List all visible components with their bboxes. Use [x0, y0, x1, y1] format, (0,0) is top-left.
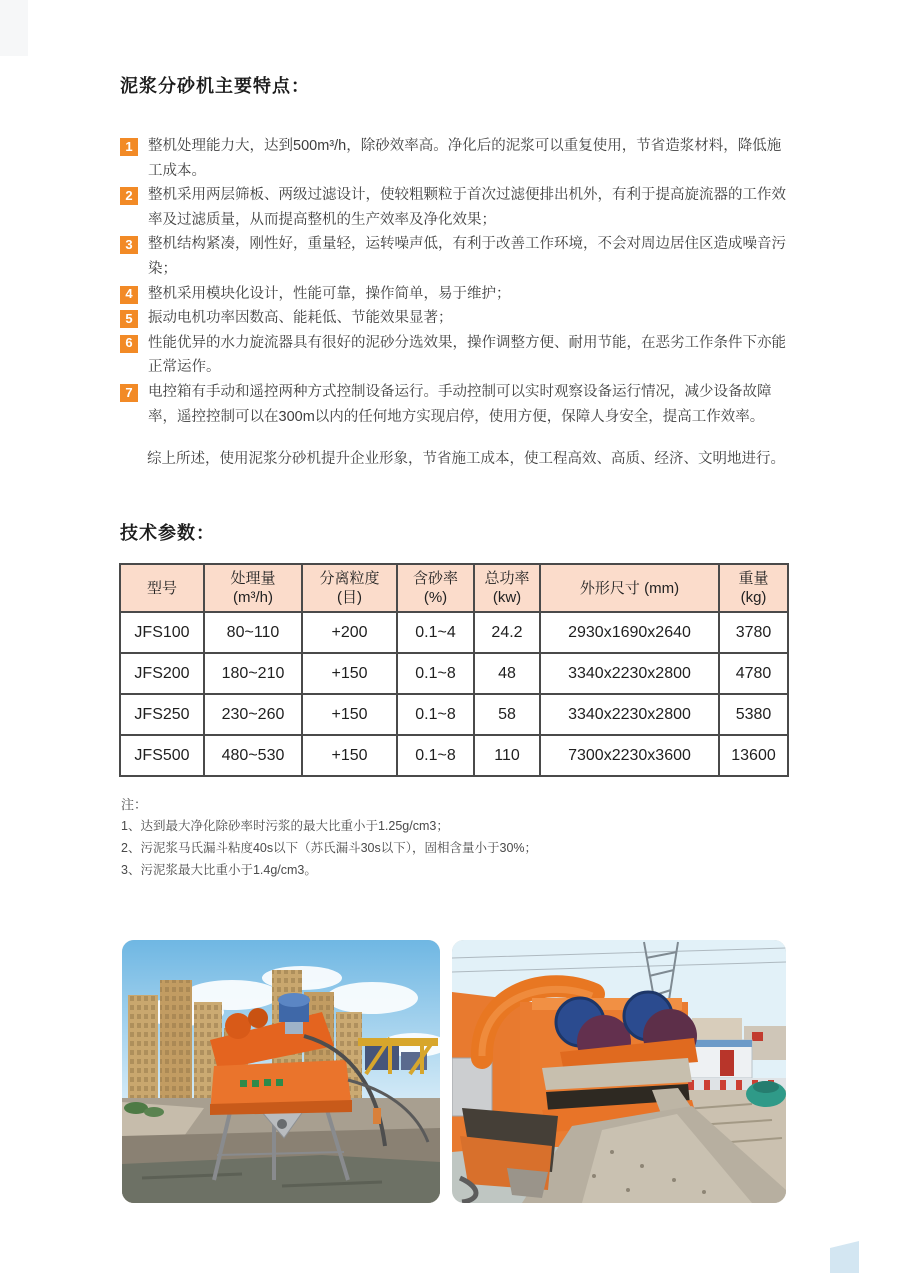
feature-number-badge: 2	[120, 187, 138, 205]
table-row	[120, 694, 788, 735]
table-cell: +200	[302, 612, 397, 653]
feature-text: 整机采用两层筛板、两级过滤设计，使较粗颗粒于首次过滤便排出机外，有利于提高旋流器的工作效率及过滤质量，从而提高整机的生产效率及净化效果；	[148, 187, 786, 228]
table-cell: 80~110	[204, 612, 302, 653]
feature-item	[120, 306, 788, 331]
feature-item	[120, 232, 788, 281]
discharge-photo-illustration	[452, 940, 786, 1203]
col-header-capacity: 处理量 (m³/h)	[204, 564, 302, 612]
table-cell: 13600	[719, 735, 788, 776]
table-row	[120, 735, 788, 776]
feature-item	[120, 183, 788, 232]
feature-number-badge: 7	[120, 384, 138, 402]
collection-hopper	[460, 1108, 558, 1202]
table-row	[120, 653, 788, 694]
table-cell: JFS500	[120, 735, 204, 776]
table-cell: 0.1~4	[397, 612, 474, 653]
features-heading: 泥浆分砂机主要特点：	[120, 76, 310, 96]
corner-decoration	[830, 1241, 859, 1273]
crane-and-far-buildings	[358, 1038, 438, 1074]
col-header-dimensions: 外形尺寸 (mm)	[540, 564, 719, 612]
table-header-row	[120, 564, 788, 612]
table-cell: 4780	[719, 653, 788, 694]
table-cell: 2930x1690x2640	[540, 612, 719, 653]
notes-label: 注：	[121, 797, 148, 812]
table-cell: JFS200	[120, 653, 204, 694]
table-cell: 24.2	[474, 612, 540, 653]
table-cell: +150	[302, 653, 397, 694]
table-cell: 3340x2230x2800	[540, 694, 719, 735]
feature-text: 电控箱有手动和遥控两种方式控制设备运行。手动控制可以实时观察设备运行情况，减少设备故障率，遥控控制可以在300m以内的任何地方实现启停，使用方便，保障人身安全，提高工作效率。	[148, 383, 772, 425]
table-cell: 110	[474, 735, 540, 776]
features-list	[120, 134, 788, 429]
site-photo-illustration	[122, 940, 440, 1203]
table-cell: +150	[302, 735, 397, 776]
col-header-separation-size: 分离粒度 (目)	[302, 564, 397, 612]
table-cell: 0.1~8	[397, 735, 474, 776]
specs-table	[119, 563, 789, 777]
feature-number-badge: 5	[120, 310, 138, 328]
feature-text: 整机处理能力大，达到500m³/h，除砂效率高。净化后的泥浆可以重复使用，节省造浆材料，降低施工成本。	[148, 138, 782, 179]
feature-text: 整机采用模块化设计，性能可靠，操作简单，易于维护；	[148, 285, 511, 302]
table-cell: 180~210	[204, 653, 302, 694]
table-cell: 7300x2230x3600	[540, 735, 719, 776]
feature-item	[120, 282, 788, 307]
col-header-model: 型号	[120, 564, 204, 612]
feature-number-badge: 4	[120, 286, 138, 304]
table-cell: 230~260	[204, 694, 302, 735]
table-cell: 48	[474, 653, 540, 694]
feature-number-badge: 6	[120, 335, 138, 353]
summary-paragraph: 综上所述，使用泥浆分砂机提升企业形象，节省施工成本，使工程高效、高质、经济、文明地进行。	[147, 451, 785, 467]
note-item: 2、污泥浆马氏漏斗粘度40s以下（苏氏漏斗30s以下），固相含量小于30%；	[121, 841, 538, 855]
table-cell: 3340x2230x2800	[540, 653, 719, 694]
feature-number-badge: 3	[120, 236, 138, 254]
table-cell: JFS100	[120, 612, 204, 653]
table-cell: 480~530	[204, 735, 302, 776]
col-header-total-power: 总功率 (kw)	[474, 564, 540, 612]
table-cell: +150	[302, 694, 397, 735]
feature-item	[120, 331, 788, 380]
feature-item	[120, 380, 788, 429]
table-row	[120, 612, 788, 653]
note-item: 3、污泥浆最大比重小于1.4g/cm3。	[121, 863, 317, 877]
table-cell: 3780	[719, 612, 788, 653]
construction-photo-right	[452, 940, 786, 1203]
table-cell: 58	[474, 694, 540, 735]
page-edge-shade	[0, 0, 28, 56]
feature-text: 性能优异的水力旋流器具有很好的泥砂分选效果，操作调整方便、耐用节能，在恶劣工作条件下亦能正常运作。	[148, 334, 786, 376]
col-header-sand-rate: 含砂率 (%)	[397, 564, 474, 612]
col-header-weight: 重量 (kg)	[719, 564, 788, 612]
feature-text: 整机结构紧凑，刚性好，重量轻，运转噪声低，有利于改善工作环境，不会对周边居住区造成噪音污染；	[148, 236, 786, 277]
table-cell: 0.1~8	[397, 653, 474, 694]
notes-section	[121, 795, 721, 881]
feature-item	[120, 134, 788, 183]
note-item: 1、达到最大净化除砂率时污浆的最大比重小于1.25g/cm3；	[121, 819, 449, 833]
table-cell: JFS250	[120, 694, 204, 735]
table-cell: 5380	[719, 694, 788, 735]
feature-number-badge: 1	[120, 138, 138, 156]
feature-text: 振动电机功率因数高、能耗低、节能效果显著；	[148, 310, 453, 327]
table-cell: 0.1~8	[397, 694, 474, 735]
specs-heading: 技术参数：	[120, 523, 215, 543]
construction-photo-left	[122, 940, 440, 1203]
